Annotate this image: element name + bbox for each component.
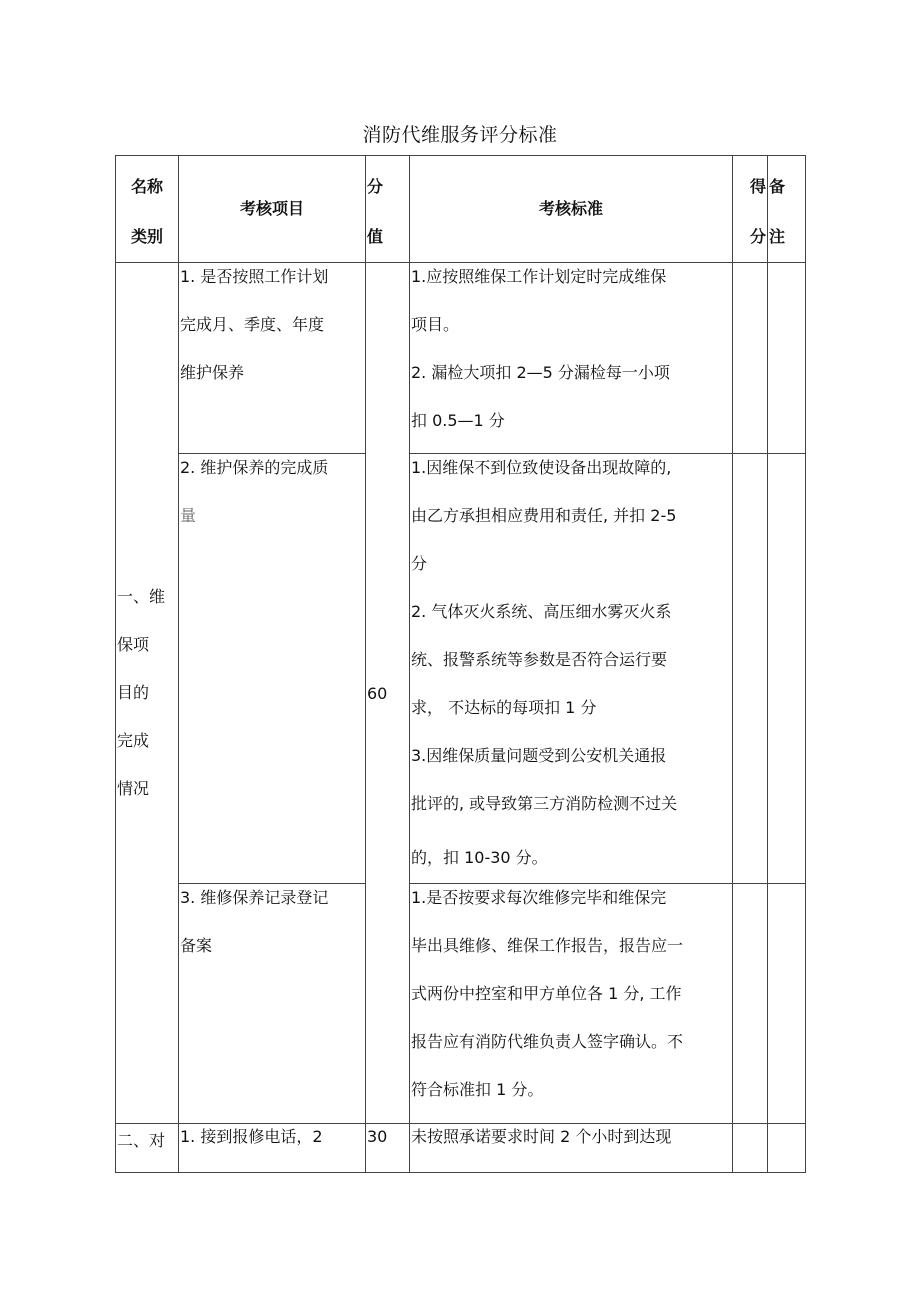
item-line: 3. 维修保养记录登记 <box>180 888 329 907</box>
category-line: 二、对 <box>117 1131 166 1150</box>
standard-line: 毕出具维修、维保工作报告，报告应一 <box>411 936 684 955</box>
standard-line: 1.应按照维保工作计划定时完成维保 <box>411 267 667 286</box>
got-score-cell <box>733 1124 768 1173</box>
score-value: 30 <box>367 1127 388 1146</box>
header-category-line2: 类别 <box>130 227 163 246</box>
table-row <box>116 1124 806 1173</box>
header-got-score <box>733 156 768 263</box>
header-got-line2: 分 <box>749 227 766 246</box>
category-line: 保项 <box>117 635 150 654</box>
section1-category <box>116 263 179 1124</box>
page-title: 消防代维服务评分标准 <box>362 124 558 146</box>
standard-cell <box>410 454 733 884</box>
header-score-line2: 值 <box>367 227 384 246</box>
standard-line: 的，扣 10-30 分。 <box>411 848 548 867</box>
header-category <box>116 156 179 263</box>
standard-line: 求， 不达标的每项扣 1 分 <box>411 698 597 717</box>
item-cell <box>179 1124 366 1173</box>
header-item: 考核项目 <box>179 156 366 263</box>
header-score <box>366 156 410 263</box>
header-note <box>768 156 806 263</box>
item-cell <box>179 263 366 454</box>
item-line: 1. 是否按照工作计划 <box>180 267 329 286</box>
category-line: 目的 <box>117 683 150 702</box>
section2-score <box>366 1124 410 1173</box>
table-row <box>116 263 806 454</box>
standard-line: 未按照承诺要求时间 2 个小时到达现 <box>411 1127 672 1146</box>
category-line: 情况 <box>117 779 150 798</box>
got-score-cell <box>733 263 768 454</box>
standard-line: 1.因维保不到位致使设备出现故障的, <box>411 458 672 477</box>
header-note-line1: 备 <box>769 177 786 196</box>
item-line: 备案 <box>180 936 213 955</box>
standard-cell <box>410 884 733 1124</box>
section2-category <box>116 1124 179 1173</box>
standard-line: 式两份中控室和甲方单位各 1 分, 工作 <box>411 984 682 1003</box>
category-line: 完成 <box>117 731 150 750</box>
standard-line: 报告应有消防代维负责人签字确认。不 <box>411 1032 684 1051</box>
got-score-cell <box>733 884 768 1124</box>
section1-score: 60 <box>366 263 410 1124</box>
standard-line: 批评的, 或导致第三方消防检测不过关 <box>411 794 678 813</box>
standard-line: 由乙方承担相应费用和责任, 并扣 2-5 <box>411 506 677 525</box>
standard-line: 统、报警系统等参数是否符合运行要 <box>411 650 668 669</box>
header-score-line1: 分 <box>367 177 384 196</box>
standard-line: 2. 气体灭火系统、高压细水雾灭火系 <box>411 602 672 621</box>
header-note-line2: 注 <box>769 227 786 246</box>
standard-line: 分 <box>411 554 428 573</box>
standard-line: 项目。 <box>411 315 460 334</box>
header-row <box>116 156 806 263</box>
item-line: 量 <box>180 506 197 525</box>
got-score-cell <box>733 454 768 884</box>
item-cell <box>179 454 366 884</box>
note-cell <box>768 1124 806 1173</box>
score-table <box>115 155 806 1173</box>
item-cell <box>179 884 366 1124</box>
item-line: 完成月、季度、年度 <box>180 315 325 334</box>
standard-cell <box>410 263 733 454</box>
item-line: 维护保养 <box>180 363 245 382</box>
note-cell <box>768 454 806 884</box>
standard-line: 3.因维保质量问题受到公安机关通报 <box>411 746 667 765</box>
standard-line: 符合标准扣 1 分。 <box>411 1080 544 1099</box>
standard-line: 1.是否按要求每次维修完毕和维保完 <box>411 888 667 907</box>
header-category-line1: 名称 <box>130 177 163 196</box>
note-cell <box>768 263 806 454</box>
header-standard: 考核标准 <box>410 156 733 263</box>
note-cell <box>768 884 806 1124</box>
item-line: 1. 接到报修电话，2 <box>180 1127 323 1146</box>
table-row <box>116 884 806 1124</box>
table-row <box>116 454 806 884</box>
header-got-line1: 得 <box>749 177 766 196</box>
standard-line: 2. 漏检大项扣 2—5 分漏检每一小项 <box>411 363 670 382</box>
category-line: 一、维 <box>117 587 166 606</box>
item-line: 2. 维护保养的完成质 <box>180 458 329 477</box>
standard-line: 扣 0.5—1 分 <box>411 411 505 430</box>
standard-cell <box>410 1124 733 1173</box>
